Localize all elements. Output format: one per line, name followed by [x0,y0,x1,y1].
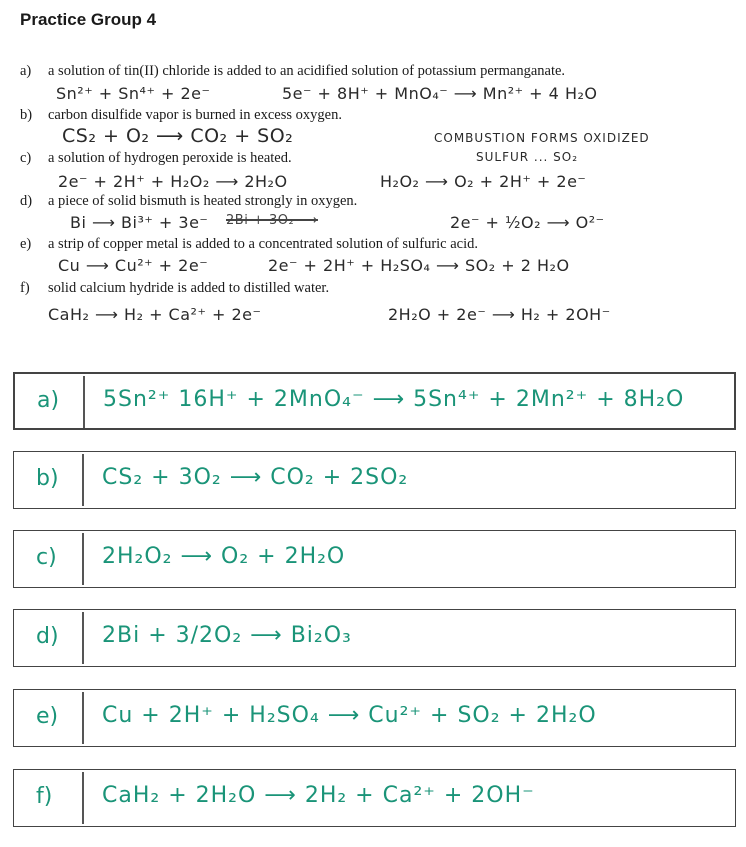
answer-equation: CaH₂ + 2H₂O ⟶ 2H₂ + Ca²⁺ + 2OH⁻ [102,783,535,808]
work-b-note-2: SULFUR ... SO₂ [476,150,579,164]
answer-box-f [13,769,736,827]
work-b-equation: CS₂ + O₂ ⟶ CO₂ + SO₂ [62,125,294,147]
work-b-note: COMBUSTION FORMS OXIDIZED [434,131,650,145]
answer-equation: Cu + 2H⁺ + H₂SO₄ ⟶ Cu²⁺ + SO₂ + 2H₂O [102,703,597,728]
work-c-reduction: 2e⁻ + 2H⁺ + H₂O₂ ⟶ 2H₂O [58,172,288,191]
answer-divider [82,772,84,824]
work-e-reduction: 2e⁻ + 2H⁺ + H₂SO₄ ⟶ SO₂ + 2 H₂O [268,256,570,275]
work-d-reduction: 2e⁻ + ½O₂ ⟶ O²⁻ [450,213,605,232]
answer-divider [83,376,85,428]
work-c-oxidation: H₂O₂ ⟶ O₂ + 2H⁺ + 2e⁻ [380,172,587,191]
question-f: f) solid calcium hydride is added to distilled water. [20,280,330,296]
answer-label: b) [36,466,59,491]
answer-equation: CS₂ + 3O₂ ⟶ CO₂ + 2SO₂ [102,465,409,490]
answer-equation: 2Bi + 3/2O₂ ⟶ Bi₂O₃ [102,623,352,648]
answer-box-d [13,609,736,667]
answer-divider [82,454,84,506]
question-b: b) carbon disulfide vapor is burned in excess oxygen. [20,107,342,123]
question-c: c) a solution of hydrogen peroxide is heated. [20,150,292,166]
answer-label: a) [37,388,60,413]
answer-box-b [13,451,736,509]
answer-label: e) [36,704,59,729]
answer-box-a [13,372,736,430]
work-f-oxidation: CaH₂ ⟶ H₂ + Ca²⁺ + 2e⁻ [48,305,262,324]
work-d-struck: 2Bi + 3O₂ ⟶ [226,213,318,228]
answer-equation: 2H₂O₂ ⟶ O₂ + 2H₂O [102,544,346,569]
page-title: Practice Group 4 [20,10,157,29]
work-a-oxidation: Sn²⁺ + Sn⁴⁺ + 2e⁻ [56,84,211,103]
work-d-oxidation: Bi ⟶ Bi³⁺ + 3e⁻ [70,213,209,232]
work-f-reduction: 2H₂O + 2e⁻ ⟶ H₂ + 2OH⁻ [388,305,611,324]
answer-divider [82,533,84,585]
question-e: e) a strip of copper metal is added to a concentrated solution of sulfuric acid. [20,236,479,252]
answer-divider [82,692,84,744]
work-e-oxidation: Cu ⟶ Cu²⁺ + 2e⁻ [58,256,209,275]
answer-label: f) [36,784,53,809]
answer-divider [82,612,84,664]
answer-label: c) [36,545,57,570]
answer-label: d) [36,624,59,649]
question-a: a) a solution of tin(II) chloride is added to an acidified solution of potassium permanganate. [20,63,566,79]
answer-equation: 5Sn²⁺ 16H⁺ + 2MnO₄⁻ ⟶ 5Sn⁴⁺ + 2Mn²⁺ + 8H₂O [103,387,685,412]
answer-box-e [13,689,736,747]
answer-box-c [13,530,736,588]
work-a-reduction: 5e⁻ + 8H⁺ + MnO₄⁻ ⟶ Mn²⁺ + 4 H₂O [282,84,598,103]
question-d: d) a piece of solid bismuth is heated strongly in oxygen. [20,193,358,209]
